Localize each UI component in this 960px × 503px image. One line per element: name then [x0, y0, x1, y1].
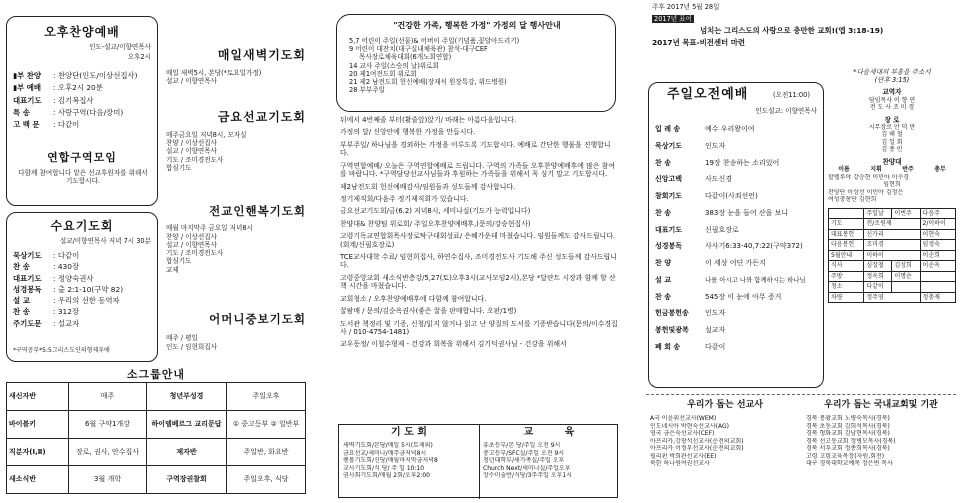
order-row: 대표기도 : 정양숙권사: [13, 273, 94, 283]
dawn-prayer-line: 설교 / 이향연목사: [166, 77, 218, 86]
all-church-line: 매월 마지막주 금요일 저녁8시: [166, 224, 253, 233]
motto-badge: 2017년 표어: [654, 15, 692, 23]
wednesday-sub: 설교/이향연목사 저녁 7시 30분: [59, 237, 151, 245]
list-item: 새벽기도회/본당/매일 5시(토제외): [343, 442, 433, 449]
all-church-line: 설교 / 이향연목사: [166, 240, 218, 249]
small-groups-table: [6, 382, 306, 494]
dawn-prayer-section: [166, 48, 306, 85]
choir-line: 할렐루야 강승현 이민아 이수경: [828, 173, 910, 181]
educator-line: 담임목사 이 향 연: [868, 96, 916, 104]
education-heading: 교 육: [523, 427, 575, 438]
afternoon-service-box: [6, 16, 158, 206]
order-row: 성경봉독 사사기6:33-40,7:22(구약372): [655, 242, 803, 251]
group-meeting-note: 다함께 참여합니다 맡은 선교후원자를 위해서 기도합시다.: [18, 169, 148, 186]
all-church-line: 찬양 / 이상선집사: [166, 232, 218, 241]
afternoon-time: 오후2시: [127, 53, 151, 61]
wednesday-footer: *구역공부*5:5그리스도인의형제우애: [13, 347, 110, 354]
list-item: 28 부부주일: [349, 86, 385, 95]
wednesday-order-list: [13, 251, 155, 328]
table-row: 바이블키 6월 구약1개강 하이델베르그 교리문답 ① 중고등부 ② 일반부: [7, 410, 306, 438]
table-row: 5월안내 이하이 이순희: [829, 250, 956, 261]
table-row: 대표봉헌 신가리 이현숙: [829, 229, 956, 240]
friday-line: 매주금요일 저녁8시, 모자실: [166, 131, 247, 139]
morning-service-title: 주일오전예배: [667, 87, 749, 102]
order-row: 헌금봉헌송 인도자: [655, 309, 726, 318]
order-row: 폐 회 송 다같이: [655, 342, 726, 351]
news-item: 꿀팜매 / 문의/김순옥권사(좋은 꿀을 판매합니다. 오판/1병): [340, 307, 517, 316]
order-row: 묵상기도 인도자: [655, 141, 726, 150]
list-item: 14 교사 주일(스승의 날)위로회: [349, 61, 439, 70]
order-row: 설 교 : 우리의 선한 동역자: [13, 296, 120, 305]
all-church-prayer-section: [166, 204, 306, 274]
morning-service-leader: 인도설교: 이향연목사: [755, 107, 817, 115]
friday-line: 설교 / 이향연목사: [166, 147, 218, 156]
list-item: 5,7 어린이 주일(선물)& 어버이 주일(기념품,꽃달아드리기): [349, 37, 520, 45]
order-row: 주기도문 : 설교자: [13, 318, 80, 328]
mothers-prayer-section: [166, 312, 306, 351]
all-church-prayer-title: 전교인핸복기도회: [209, 204, 306, 218]
list-item: 9 어린이 대잔치(대구실내체육관) 참석-대구CEF: [349, 45, 488, 54]
friday-line: 기도 / 조미경전도사: [166, 155, 224, 164]
elder-line: 김 종 민: [881, 146, 903, 154]
table-row: 주방 정옥희 이명순: [829, 271, 956, 282]
news-item: TCE교사대학 수료/ 임현희집사, 하연수집사, 조미경전도사 기도해 주신 성도들께 감사드립니다.: [340, 253, 617, 270]
all-church-line: 합심기도: [166, 257, 192, 266]
group-meeting-title: 연합구역모임: [47, 151, 117, 164]
wednesday-service-box: [6, 212, 158, 362]
duty-table: [828, 208, 956, 304]
table-row: 청소 다같이: [829, 282, 956, 293]
list-item: A국 이윤휘선교사(WEM): [650, 415, 717, 423]
news-item: 찬양대& 찬양팀 위로회/ 주일오후찬양예배후,(문의/강승현집사): [340, 219, 531, 228]
friday-prayer-title: 금요선교기도회: [217, 110, 306, 124]
list-item: 경북 형화교회 김남현목사(경북): [806, 430, 890, 438]
order-row: 입 례 송 예수 우리왕이여: [655, 125, 755, 133]
elder-line: 김 해 철: [881, 131, 903, 139]
news-item: 고령중앙교회 새소식반층강/5,27(토)오후3시(교사모임2시),본당 *달란트 시장과 함께 할 산책 시간을 마쳤습니다.: [340, 273, 616, 291]
list-item: 인도네시아 박현숙선교사(AG): [650, 422, 729, 430]
friday-line: 찬양 / 이상선집사: [166, 139, 218, 148]
order-row: 신앙고백 사도신경: [655, 175, 733, 184]
list-item: 목사장로체육대회(6개노회연합): [359, 53, 452, 62]
educators-title: 교역자: [882, 88, 902, 97]
news-item: 뒤에서 4번째줄 부터(활줄앞)앉기/ 바래는 아름다음입니다.: [340, 116, 517, 124]
list-item: 아프리카 이정우선교사(순전의교회): [650, 445, 744, 453]
table-row: 다음봉헌 조미경 임정숙: [829, 240, 956, 251]
afternoon-leader: 인도-설교/이향연목사: [89, 43, 151, 51]
order-row: 찬 송 19장 찬송하는 소리있어: [655, 158, 780, 167]
list-item: 20 제1여전도회 위로회: [349, 69, 417, 78]
news-item: 가정의 달/ 신앙안에 행복한 가정을 만듭시다.: [340, 128, 476, 137]
supported-churches-section: [806, 400, 956, 468]
table-row: 식사 심장철 김성희 이순옥: [829, 261, 956, 272]
list-item: 고령 고령교육목장(자원,회전): [806, 452, 885, 460]
choir-line: 찬양단 이상선 이민아 김정은: [828, 188, 904, 196]
prayer-meetings-list: [343, 442, 477, 480]
mothers-line: 매주 / 평일: [166, 334, 198, 343]
list-item: 경북 초동교회 김희석목사(경북): [806, 422, 890, 430]
list-item: 유초등부/본 당/주일 오전 9시: [483, 442, 561, 449]
afternoon-service-title: 오후찬양예배: [44, 25, 120, 39]
table-row: 새소식반 3월 개학 구역장권찰회 주일오후, 식당: [7, 466, 306, 494]
list-item: 청년대학부/새가족실/주일 오후: [483, 457, 565, 464]
table-row: 새신자반 매주 청년부성경 주일오후: [7, 383, 306, 411]
all-church-line: 교제: [166, 265, 179, 274]
list-item: 북한 하나원여권선교사: [650, 460, 710, 468]
order-row: 찬 양 이 세상 어딘 가든지: [655, 259, 766, 267]
choir-line: 여성중창단 김현희: [828, 196, 877, 204]
choir-line: 임현희: [883, 181, 901, 189]
list-item: 장수미술반/식당/3주주일 오후1시: [483, 472, 572, 479]
table-row: 기도 전/조원제 2/이하이: [829, 219, 956, 230]
news-item: 제2남전도회 헌신예배감사/임원들과 성도들께 감사합니다.: [340, 182, 516, 191]
choir-head: 이름 지휘 반주 총무: [838, 166, 946, 174]
prayer-meetings-heading: 기 도 회: [391, 427, 427, 438]
church-news-list: [340, 116, 618, 349]
order-row: ▮부 예배 : 오후2시 20분: [13, 83, 103, 93]
news-item: 정기제직회/다음주 정기제직회가 있습니다.: [340, 194, 469, 203]
list-item: 영국 금은숙선교사(CEF): [650, 430, 715, 438]
news-item: 구역연합예배/ 오늘은 구역연합예배로 드립니다. 구역의 가족들 오후찬양예배후에 많은 참여를 바랍니다. *구역담당선교사님들과 후원하는 가족들을 위해서 꼭 싱기 말고 기도합시다.: [340, 161, 615, 179]
prayer-reference: (단후 3:15): [874, 76, 910, 85]
table-row: 차량 정주영 정충재: [829, 292, 956, 303]
education-list: [483, 442, 617, 480]
prayer-education-section: [338, 424, 618, 498]
missionaries-title: 우리가 돕는 선교사: [687, 400, 763, 410]
list-item: Church Next/세미나실/주일오후: [483, 464, 571, 472]
order-row: 찬 송 383장 눈을 들어 산을 보니: [655, 208, 789, 217]
year-goal: 2017년 목표-비전센터 마련: [652, 38, 746, 47]
wednesday-title: 수요기도회: [50, 219, 114, 233]
order-row: 참회기도 다같이(사죄선언): [655, 192, 758, 200]
order-row: 찬 송 : 430장: [13, 262, 80, 272]
staff-panel: [828, 68, 956, 303]
dawn-prayer-line: 매일 새벽5시, 본당(*토요일가정): [166, 69, 262, 77]
family-month-title: "건강한 가족, 행복한 가정" 가정의 달 행사안내: [393, 21, 561, 30]
list-item: 경북 선고동교회 정병모목사(경북): [806, 437, 896, 445]
missionaries-section: [650, 400, 800, 468]
table-row: 주일날 이번주 다음주: [829, 208, 956, 219]
dawn-prayer-title: 매일새벽기도회: [217, 48, 306, 62]
order-row: 찬 송 545장 이 눈에 아무 증거: [655, 292, 782, 301]
morning-service-time: (오전11:00): [773, 91, 810, 99]
family-month-list: [349, 37, 611, 95]
list-item: 핸볼기도회/신당/매월마지막금저녁8: [343, 457, 438, 464]
news-item: 도서관 책정리 및 기증, 신청/읽지 않거나 읽고 난 양질의 도서를 기증받습니다(문의/이수경집사 / 010-4754-1481): [340, 319, 618, 337]
small-groups-title: 소그룹안내: [126, 368, 186, 381]
list-item: 경북 서우교회 정종희목사(경북): [806, 445, 890, 453]
order-row: 봉헌및광복 설교자: [655, 326, 726, 334]
elder-line: 김 일 회: [881, 138, 903, 146]
all-church-line: 기도 / 조미경전도사: [166, 249, 224, 258]
mothers-line: 인도 / 임현희집사: [166, 342, 218, 351]
order-row: 대표기도 신필호장로: [655, 225, 739, 234]
order-row: 고 백 문 : 다같이: [13, 120, 80, 129]
order-row: 찬 송 : 312장: [13, 307, 80, 317]
list-item: 권사회기도회/매월 2회/오후2:00: [343, 472, 430, 479]
year-motto: 넘치는 그리스도의 사랑으로 충만한 교회!(엡 3:18-19): [700, 26, 884, 35]
table-row: 직분자(Ⅰ,Ⅱ) 장로, 권사, 안수집사 제자반 주일반, 화요반: [7, 438, 306, 466]
order-row: ▮부 찬양 : 찬양단(인도/이상선집사): [13, 71, 138, 80]
mothers-prayer-title: 어머니중보기도회: [209, 312, 306, 326]
list-item: 교사기도회/식 당/ 주 일 10:10: [343, 464, 425, 472]
order-row: 설 교 나를 아시고 나와 함께하시는 하나님: [655, 275, 806, 284]
morning-order-list: [655, 125, 823, 352]
supported-churches-title: 우리가 돕는 국내교회및 기관: [824, 400, 938, 410]
order-row: 성경봉독 : 출 2:1-10(구약 82): [13, 284, 124, 294]
news-item: 고령기독교연합회목사장로탁구대회성료/ 은혜가운데 마쳤습니다. 임원들께도 감사드립니다.(회계/신필호장로): [340, 232, 616, 249]
list-item: 대구 경북대학교예목 장은변 목사: [806, 460, 893, 468]
prayer-note: *다음세대의 부흥을 주소서: [853, 68, 931, 76]
choir-title: 찬양대: [882, 157, 902, 166]
bulletin-date: 주후 2017년 5월 28일: [652, 3, 720, 11]
list-item: 금요선교/세미나/매주금저녁8시: [343, 449, 427, 457]
morning-service-box: [648, 82, 824, 388]
list-item: 필리핀 박희관선교사(EE): [650, 452, 717, 460]
order-row: 특 송 : 사랑구역(다음/장미): [13, 107, 124, 117]
afternoon-order-list: [13, 71, 153, 129]
list-item: 경북 봉황교회 노병숙목사(경북): [806, 415, 890, 423]
educator-line: 전 도 사 조 미 경: [869, 104, 915, 112]
family-month-box: [336, 14, 616, 112]
order-row: 묵상기도 : 다같이: [13, 251, 80, 260]
list-item: 중고등부/SFC실/주일 오전 9시: [483, 449, 565, 457]
list-item: 21 제2 남전도회 헌신예배(장재식 원장특강, 위드병원): [349, 78, 507, 87]
news-item: 교우동정/ 이철수형제 - 건강과 회복을 위해서 김기덕권사님 - 건강을 위해서: [340, 340, 567, 349]
order-row: 대표기도 : 김기복집사: [13, 95, 94, 105]
friday-prayer-section: [166, 110, 306, 172]
news-item: 금요선교기도회/금(6.2) 저녁8시, 세미나실(기도가 능력입니다): [340, 207, 531, 216]
news-item: 부부주일/ 하나님을 경외하는 가정을 이루도록 기도합시다. 예배로 간단한 행물을 진행합니다.: [340, 140, 611, 158]
elders-title: 장 로: [884, 115, 900, 124]
list-item: 아프리카,강창석선교사(순전의교회): [650, 437, 744, 445]
news-item: 교회청소 / 오후찬양예배후에 다함께 참여합니다.: [340, 294, 487, 303]
friday-line: 합심기도: [166, 163, 192, 172]
elder-line: 시무장로 안 덕 만: [868, 123, 916, 131]
